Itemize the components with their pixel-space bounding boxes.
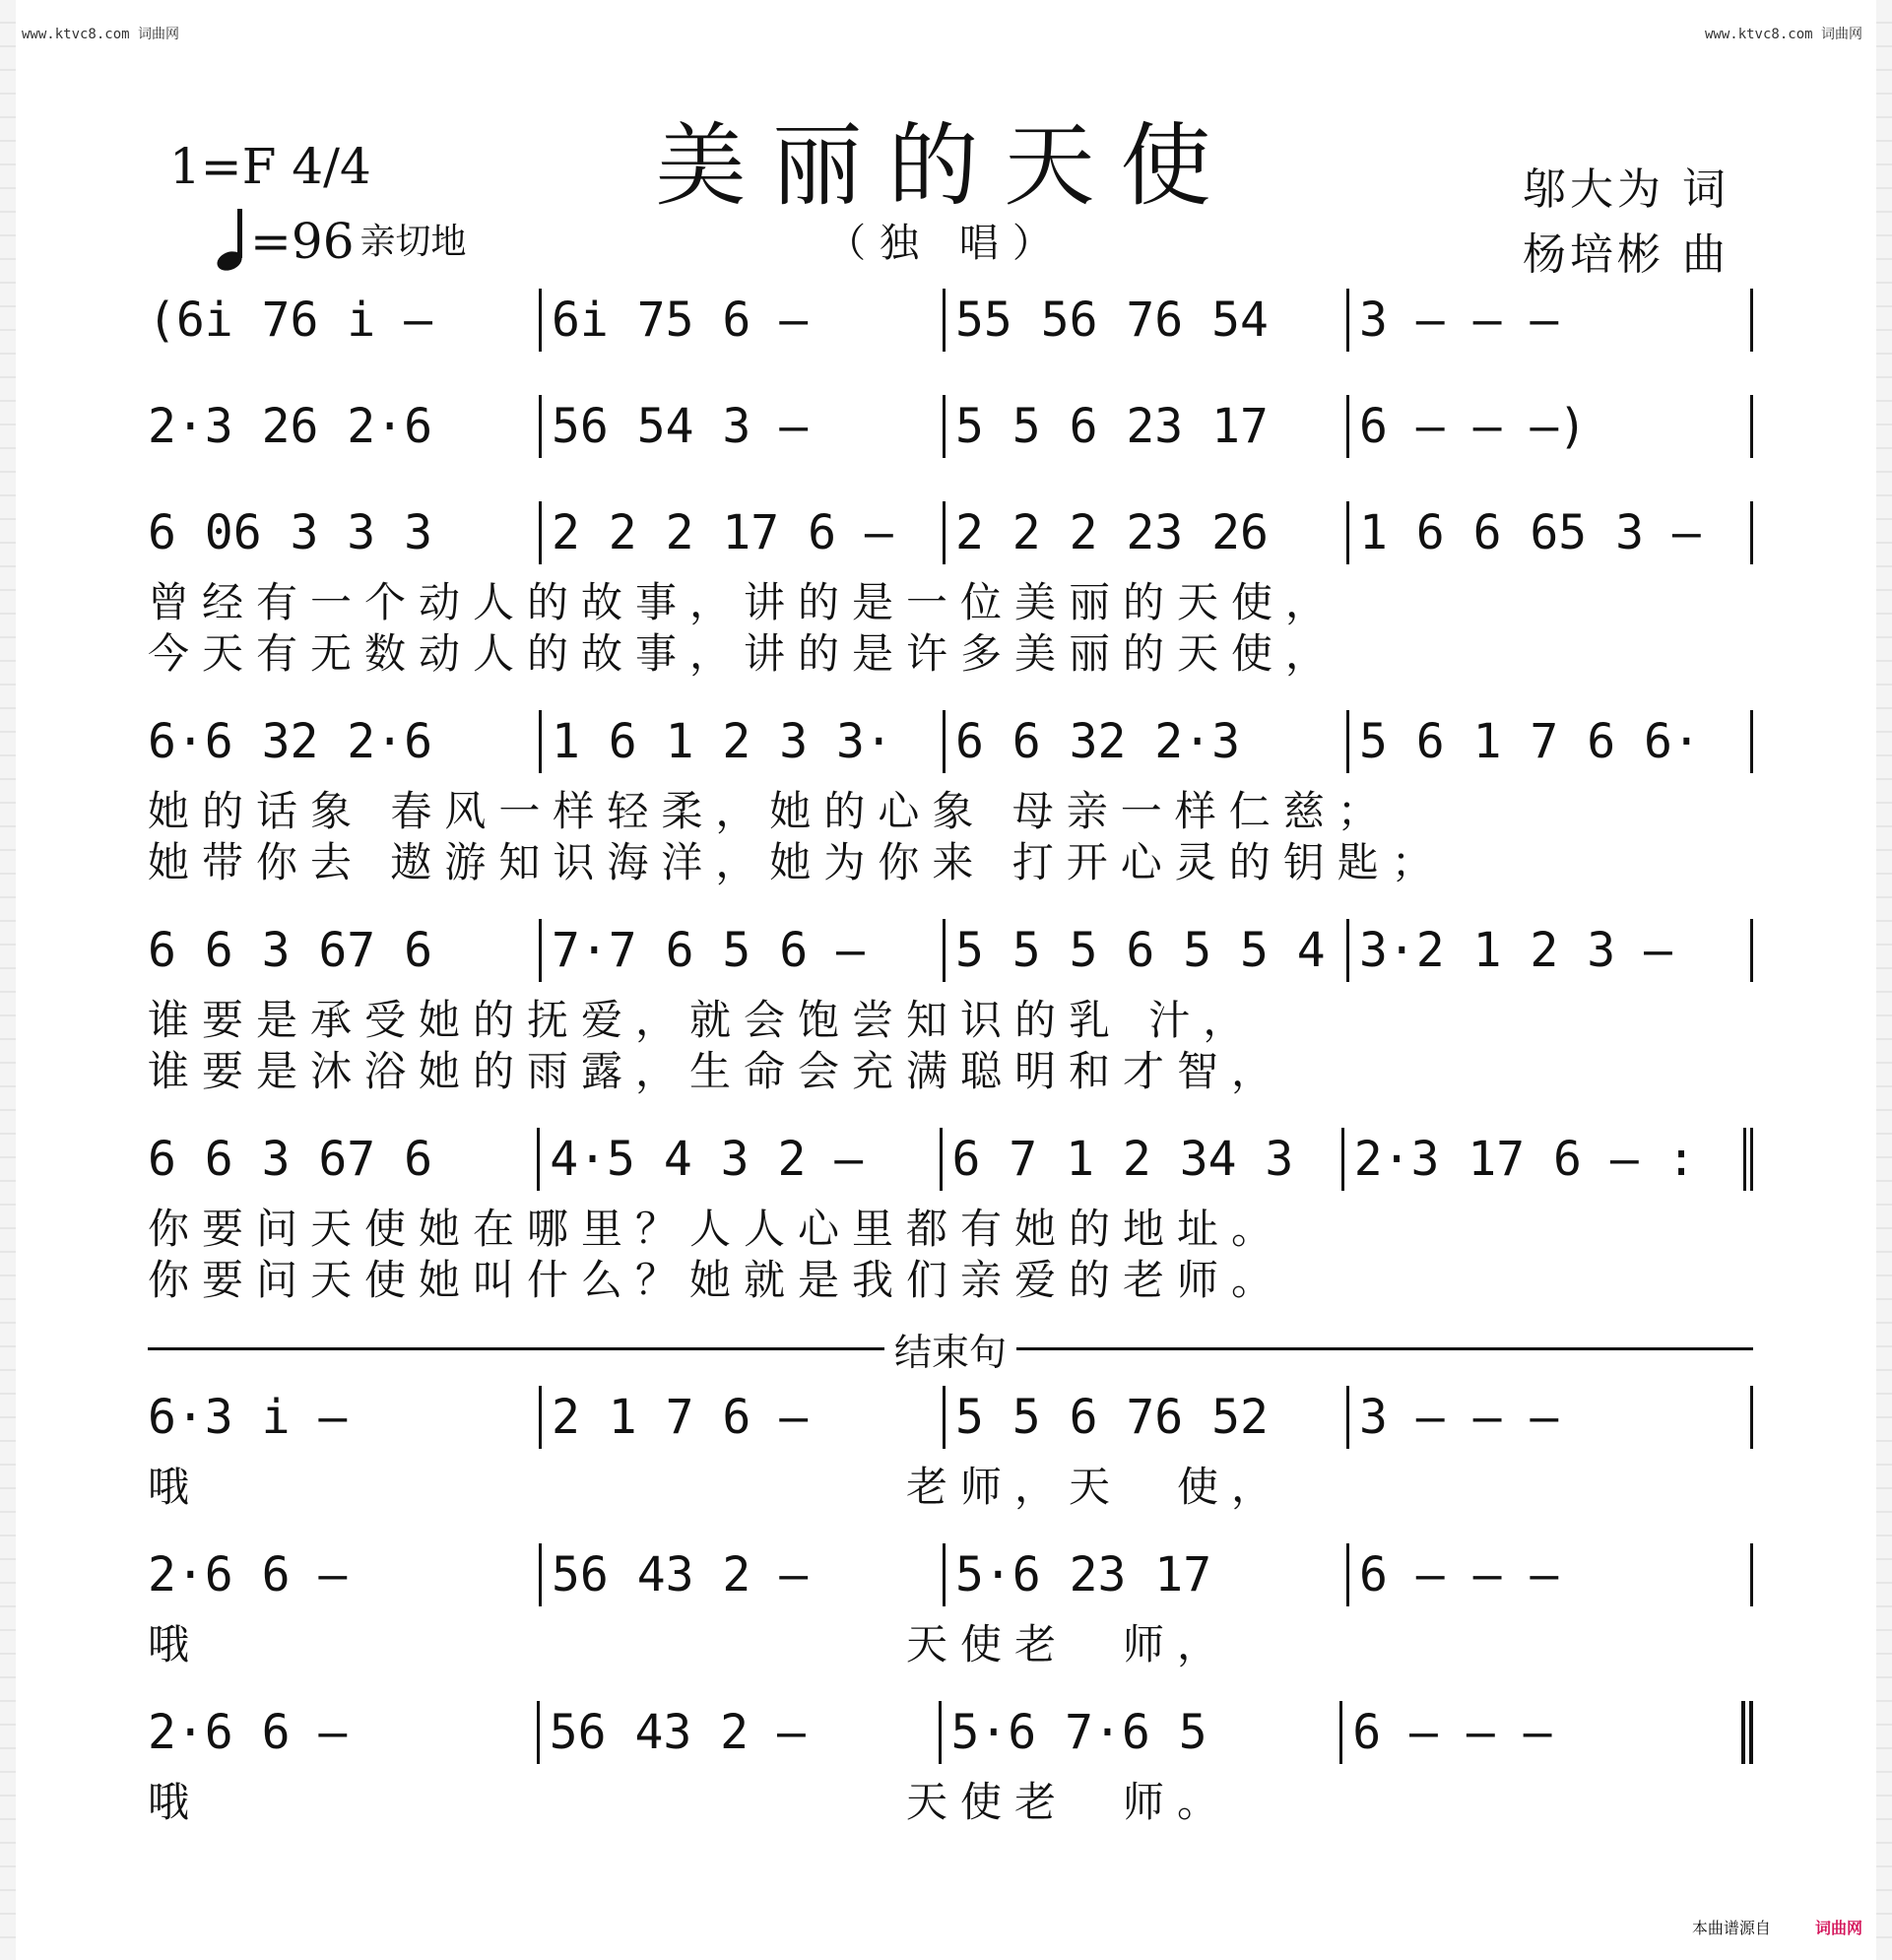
measure: 6 7 1 2 34 3: [943, 1128, 1344, 1191]
quarter-note-icon: [217, 209, 246, 270]
lyric-line: 哦 天使老 师。: [148, 1778, 1232, 1826]
measure: 5·6 23 17: [946, 1543, 1349, 1606]
measure: 1 6 6 65 3 —: [1349, 501, 1753, 564]
score-system: [148, 1531, 1753, 1688]
score-system: [148, 1688, 1753, 1846]
song-title: 美丽的天使: [655, 113, 1237, 219]
score-system: [148, 276, 1753, 382]
tempo-marking: [217, 209, 467, 270]
measure: 6 — — —: [1342, 1701, 1753, 1764]
measure: 2 1 7 6 —: [542, 1386, 946, 1449]
coda-marker: [148, 1324, 1753, 1373]
notation-line: [148, 1373, 1753, 1462]
coda-label: 结束句: [894, 1330, 1008, 1374]
measure: 2·3 26 2·6: [148, 395, 542, 458]
measure: 2 2 2 23 26: [946, 501, 1349, 564]
score-system: [148, 1115, 1753, 1324]
notation-line: [148, 1688, 1753, 1777]
lyricist: 邬大为 词: [1523, 164, 1729, 215]
measure: 5 6 1 7 6 6·: [1349, 710, 1753, 773]
measure: 55 56 76 54: [946, 289, 1349, 352]
measure: 4·5 4 3 2 —: [540, 1128, 942, 1191]
measure: 6 — — —: [1349, 1543, 1753, 1606]
lyric-line: 你要问天使她在哪里？人人心里都有她的地址。: [148, 1205, 1286, 1253]
measure: 3 — — —: [1349, 289, 1753, 352]
lyric-line: 今天有无数动人的故事，讲的是许多美丽的天使，: [148, 629, 1340, 678]
measure: 5·6 7·6 5: [942, 1701, 1343, 1764]
measure: 3 — — —: [1349, 1386, 1753, 1449]
lyric-line: 谁要是承受她的抚爱，就会饱尝知识的乳 汁，: [148, 996, 1258, 1044]
composer: 杨培彬 曲: [1523, 229, 1729, 280]
lyric-line: 她带你去 遨游知识海洋，她为你来 打开心灵的钥匙；: [148, 838, 1446, 886]
tempo-mood: 亲切地: [359, 222, 467, 262]
footer-brand: 词曲网: [1814, 1919, 1862, 1937]
tempo-value: =96: [250, 213, 355, 270]
left-edge-strip: [0, 0, 16, 1960]
notation-line: [148, 1115, 1753, 1204]
score-system: [148, 697, 1753, 906]
score-system: [148, 906, 1753, 1115]
site-watermark-left: www.ktvc8.com 词曲网: [22, 27, 180, 42]
measure: 6 — — —): [1349, 395, 1753, 458]
measure: 2·3 17 6 — :: [1344, 1128, 1753, 1191]
measure: 5 5 6 76 52: [946, 1386, 1349, 1449]
measure: 6·3 i —: [148, 1386, 542, 1449]
measure: 1 6 1 2 3 3·: [542, 710, 946, 773]
lyric-line: 她的话象 春风一样轻柔，她的心象 母亲一样仁慈；: [148, 787, 1392, 835]
lyric-line: 曾经有一个动人的故事，讲的是一位美丽的天使，: [148, 578, 1340, 626]
right-edge-strip: [1876, 0, 1892, 1960]
score-system: [148, 489, 1753, 697]
score-body: [148, 276, 1753, 1846]
measure: 2·6 6 —: [148, 1543, 542, 1606]
measure: 5 5 5 6 5 5 4: [946, 919, 1349, 982]
measure: 6 6 3 67 6: [148, 919, 542, 982]
measure: 5 5 6 23 17: [946, 395, 1349, 458]
measure: 7·7 6 5 6 —: [542, 919, 946, 982]
measure: 2·6 6 —: [148, 1701, 540, 1764]
measure: 56 54 3 —: [542, 395, 946, 458]
measure: 6 6 32 2·3: [946, 710, 1349, 773]
lyric-line: 谁要是沐浴她的雨露，生命会充满聪明和才智，: [148, 1047, 1286, 1095]
notation-line: [148, 276, 1753, 364]
notation-line: [148, 489, 1753, 577]
notation-line: [148, 697, 1753, 786]
measure: (6i 76 i —: [148, 289, 542, 352]
notation-line: [148, 382, 1753, 471]
measure: 6 06 3 3 3: [148, 501, 542, 564]
lyric-line: 你要问天使她叫什么？她就是我们亲爱的老师。: [148, 1256, 1286, 1304]
measure: 3·2 1 2 3 —: [1349, 919, 1753, 982]
footer-source: 本曲谱源自: [1691, 1919, 1771, 1937]
measure: 56 43 2 —: [542, 1543, 946, 1606]
notation-line: [148, 906, 1753, 995]
measure: 6i 75 6 —: [542, 289, 946, 352]
key-signature: 1=F 4/4: [169, 138, 371, 195]
score-system: [148, 382, 1753, 489]
notation-line: [148, 1531, 1753, 1619]
lyric-line: 哦 老师，天 使，: [148, 1463, 1286, 1511]
measure: 2 2 2 17 6 —: [542, 501, 946, 564]
footer: [1692, 1916, 1862, 1938]
measure: 6·6 32 2·6: [148, 710, 542, 773]
credits: [1523, 158, 1729, 288]
measure: 56 43 2 —: [540, 1701, 942, 1764]
site-watermark-right: www.ktvc8.com 词曲网: [1704, 27, 1862, 42]
song-subtitle: （独 唱）: [826, 221, 1066, 266]
score-system: [148, 1324, 1753, 1531]
lyric-line: 哦 天使老 师，: [148, 1620, 1232, 1668]
measure: 6 6 3 67 6: [148, 1128, 540, 1191]
